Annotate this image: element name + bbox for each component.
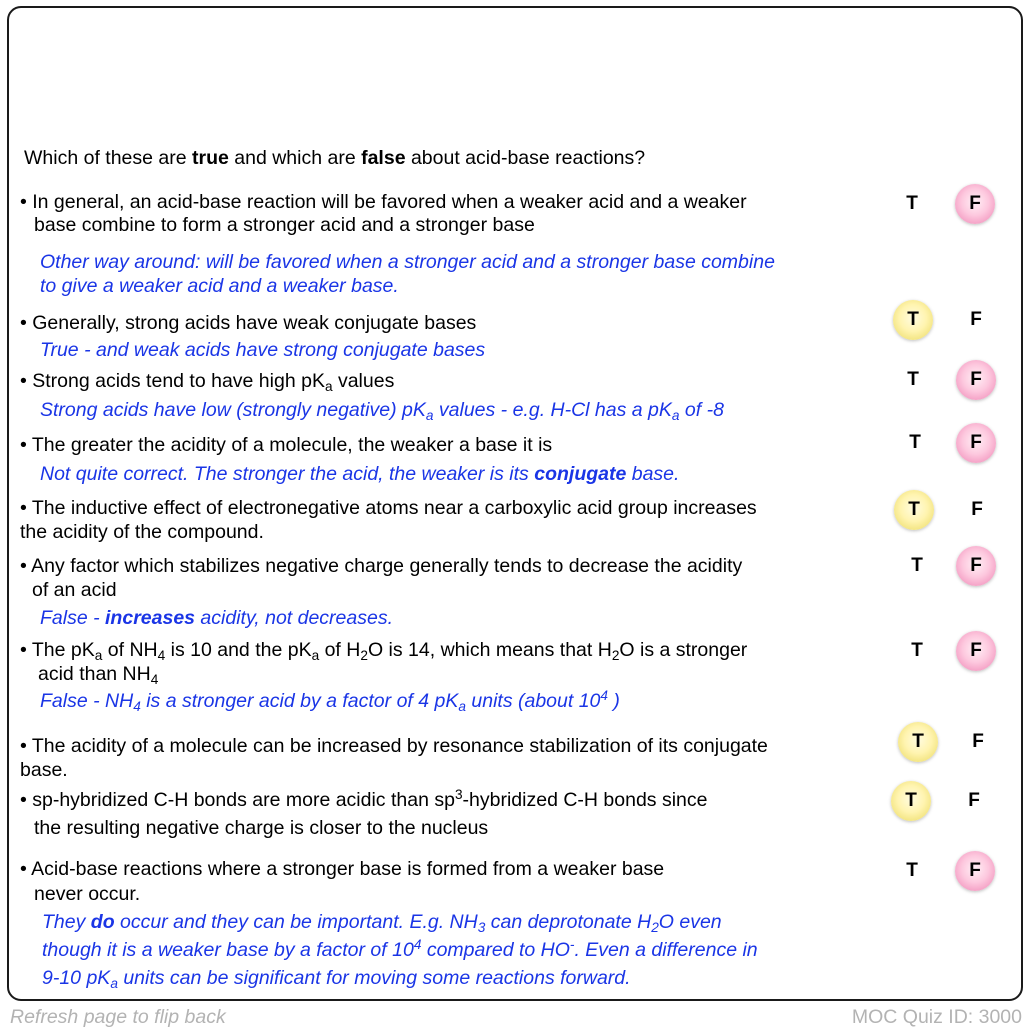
- question-3-text: • Strong acids tend to have high $pK_a$ values: [20, 370, 395, 394]
- answer-1-explanation: Other way around: will be favored when a stronger acid and a stronger base combine: [40, 251, 775, 273]
- question-5-text: • The inductive effect of electronegative atoms near a carboxylic acid group increases: [20, 497, 757, 519]
- answer-10-explanation-line3: 9-10 $pK_a$ units can be significant for moving some reactions forward.: [42, 967, 631, 991]
- question-1-true-button[interactable]: T: [906, 193, 918, 214]
- question-2-false-button[interactable]: F: [970, 309, 982, 330]
- question-4-false-button[interactable]: F: [956, 423, 996, 463]
- question-5-true-button[interactable]: T: [894, 490, 934, 530]
- question-7-true-button[interactable]: T: [911, 640, 923, 661]
- answer-3-explanation: Strong acids have low (strongly negative) $pK_a$ values - e.g. H-Cl has a $pK_a$ of -8: [40, 399, 724, 423]
- question-6-false-button[interactable]: F: [956, 546, 996, 586]
- question-3-true-button[interactable]: T: [907, 369, 919, 390]
- question-6-true-button[interactable]: T: [911, 555, 923, 576]
- question-8-text: • The acidity of a molecule can be increased by resonance stabilization of its conjugate: [20, 735, 768, 757]
- answer-2-explanation: True - and weak acids have strong conjugate bases: [40, 339, 486, 361]
- refresh-hint: Refresh page to flip back: [10, 1006, 226, 1028]
- answer-10-explanation-line2: though it is a weaker base by a factor of $10^4$ compared to HO-. Even a difference in: [42, 937, 758, 961]
- answer-4-explanation: Not quite correct. The stronger the acid, the weaker is its conjugate base.: [40, 463, 680, 485]
- question-8-true-button[interactable]: T: [898, 722, 938, 762]
- question-9-true-button[interactable]: T: [891, 781, 931, 821]
- question-1-false-button[interactable]: F: [955, 184, 995, 224]
- question-4-text: • The greater the acidity of a molecule, the weaker a base it is: [20, 434, 553, 456]
- question-10-text: • Acid-base reactions where a stronger base is formed from a weaker base: [20, 858, 665, 880]
- question-5-false-button[interactable]: F: [971, 499, 983, 520]
- question-9-text: • sp-hybridized C-H bonds are more acidic than $sp^3$-hybridized C-H bonds since: [20, 787, 708, 811]
- question-7-text-line2: acid than $NH_4$: [38, 663, 159, 687]
- question-10-false-button[interactable]: F: [955, 851, 995, 891]
- question-2-text: • Generally, strong acids have weak conjugate bases: [20, 312, 477, 334]
- question-10-true-button[interactable]: T: [906, 860, 918, 881]
- question-9-text-line2: the resulting negative charge is closer to the nucleus: [34, 817, 489, 839]
- question-8-text-line2: base.: [20, 759, 68, 781]
- question-2-true-button[interactable]: T: [893, 300, 933, 340]
- question-8-false-button[interactable]: F: [972, 731, 984, 752]
- answer-1-explanation-line2: to give a weaker acid and a weaker base.: [40, 275, 399, 297]
- answer-6-explanation: False - increases acidity, not decreases.: [40, 607, 394, 629]
- question-9-false-button[interactable]: F: [968, 790, 980, 811]
- question-5-text-line2: the acidity of the compound.: [20, 521, 264, 543]
- quiz-id: MOC Quiz ID: 3000: [851, 1006, 1022, 1028]
- quiz-title: Which of these are true and which are false about acid-base reactions?: [24, 147, 646, 169]
- question-10-text-line2: never occur.: [34, 883, 141, 905]
- question-6-text-line2: of an acid: [32, 579, 117, 601]
- question-1-text-line2: base combine to form a stronger acid and a stronger base: [34, 214, 535, 236]
- answer-10-explanation: They do occur and they can be important. E.g. $NH_3$ can deprotonate $H_2O$ even: [42, 911, 722, 935]
- question-7-text: • The $pK_a$ of $NH_4$ is 10 and the $pK_a$ of $H_2O$ is 14, which means that $H_2O$ is a stronger: [20, 639, 748, 663]
- answer-7-explanation: False - $NH_4$ is a stronger acid by a factor of 4 $pK_a$ units (about $10^4$ ): [40, 688, 620, 714]
- question-7-false-button[interactable]: F: [956, 631, 996, 671]
- question-6-text: • Any factor which stabilizes negative charge generally tends to decrease the acidity: [20, 555, 743, 577]
- question-3-false-button[interactable]: F: [956, 360, 996, 400]
- question-4-true-button[interactable]: T: [909, 432, 921, 453]
- question-1-text: • In general, an acid-base reaction will be favored when a weaker acid and a weaker: [20, 191, 747, 213]
